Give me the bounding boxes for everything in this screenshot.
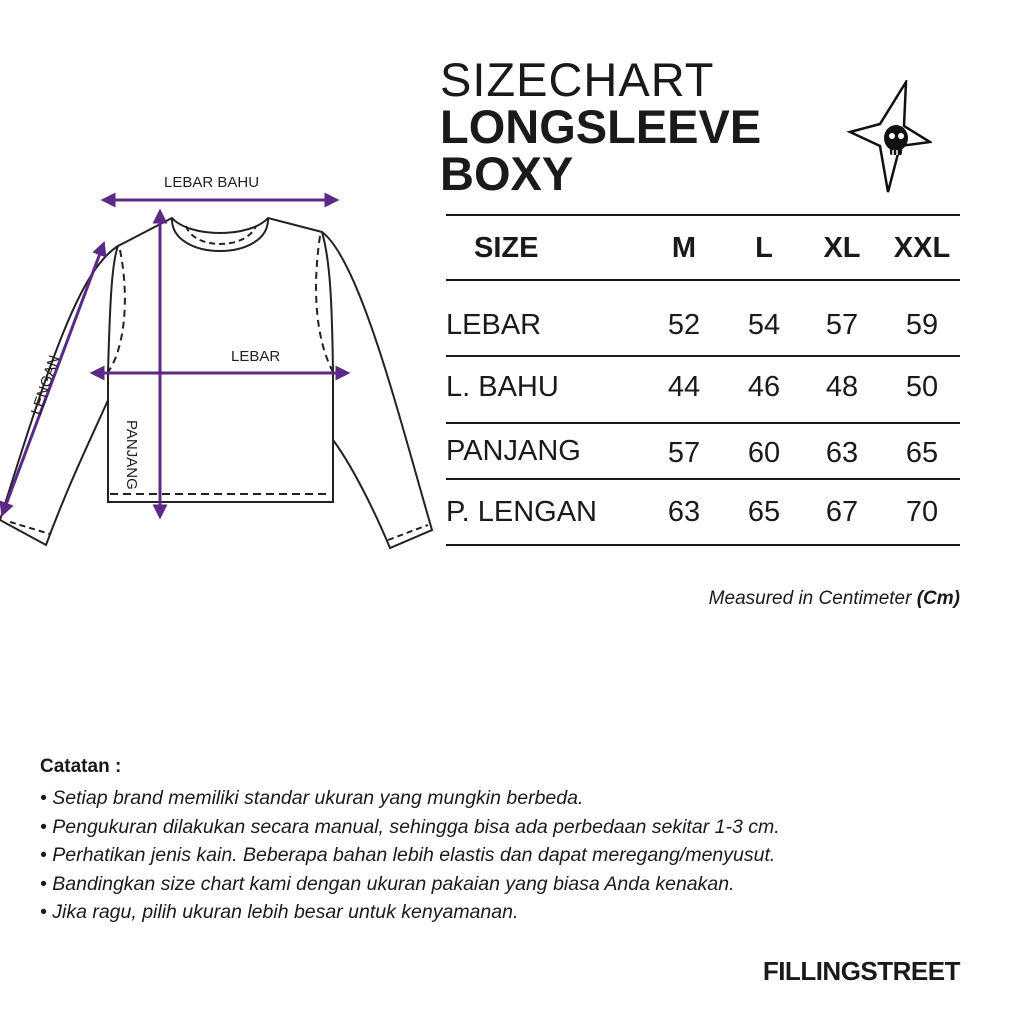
row-label-panjang: PANJANG bbox=[446, 435, 581, 467]
label-lebar: LEBAR bbox=[231, 348, 281, 365]
table-header-l: L bbox=[755, 232, 773, 264]
unit-note bbox=[709, 588, 960, 610]
row-label-lebar: LEBAR bbox=[446, 309, 542, 341]
table-cell: 57 bbox=[667, 437, 701, 469]
notes-section bbox=[40, 756, 1000, 927]
notes-title: Catatan : bbox=[40, 756, 122, 777]
label-panjang: PANJANG bbox=[123, 420, 140, 490]
table-cell: 46 bbox=[747, 371, 781, 403]
row-label-p-lengan: P. LENGAN bbox=[446, 496, 597, 528]
table-cell: 44 bbox=[667, 371, 701, 403]
table-header-xl: XL bbox=[823, 232, 861, 264]
table-cell: 54 bbox=[747, 309, 781, 341]
unit-note-text: Measured in Centimeter bbox=[708, 588, 917, 609]
table-cell: 65 bbox=[747, 496, 781, 528]
longsleeve-diagram bbox=[0, 150, 440, 570]
title-sizechart: SIZECHART bbox=[440, 53, 715, 106]
title-fit: BOXY bbox=[440, 147, 574, 200]
table-cell: 50 bbox=[905, 371, 939, 403]
title-product: LONGSLEEVE bbox=[440, 100, 762, 153]
table-cell: 63 bbox=[825, 437, 859, 469]
table-header-m: M bbox=[671, 232, 697, 264]
table-header-size: SIZE bbox=[474, 232, 539, 264]
note-item: • Jika ragu, pilih ukuran lebih besar untuk kenyamanan. bbox=[40, 901, 519, 923]
table-header-xxl: XXL bbox=[893, 232, 951, 264]
shirt-outline bbox=[0, 218, 432, 548]
note-item: • Pengukuran dilakukan secara manual, sehingga bisa ada perbedaan sekitar 1-3 cm. bbox=[40, 815, 780, 838]
table-cell: 59 bbox=[905, 309, 939, 341]
star-skull-icon bbox=[846, 80, 932, 196]
table-cell: 52 bbox=[667, 309, 701, 341]
note-item: • Perhatikan jenis kain. Beberapa bahan lebih elastis dan dapat meregang/menyusut. bbox=[40, 844, 776, 866]
note-item: • Bandingkan size chart kami dengan ukuran pakaian yang biasa Anda kenakan. bbox=[40, 872, 735, 895]
row-label-l-bahu: L. BAHU bbox=[446, 371, 559, 403]
note-item: • Setiap brand memiliki standar ukuran yang mungkin berbeda. bbox=[40, 787, 584, 809]
table-cell: 57 bbox=[825, 309, 859, 341]
table-cell: 63 bbox=[667, 496, 701, 528]
unit-note-unit: (Cm) bbox=[916, 588, 960, 609]
table-cell: 60 bbox=[747, 437, 781, 469]
brand-logo-text: FILLINGSTREET bbox=[762, 956, 960, 986]
table-cell: 65 bbox=[905, 437, 939, 469]
table-cell: 70 bbox=[905, 496, 939, 528]
table-cell: 48 bbox=[825, 371, 859, 403]
label-lebar-bahu: LEBAR BAHU bbox=[164, 174, 260, 191]
table-cell: 67 bbox=[825, 496, 859, 528]
label-lengan: LENGAN bbox=[28, 353, 64, 418]
